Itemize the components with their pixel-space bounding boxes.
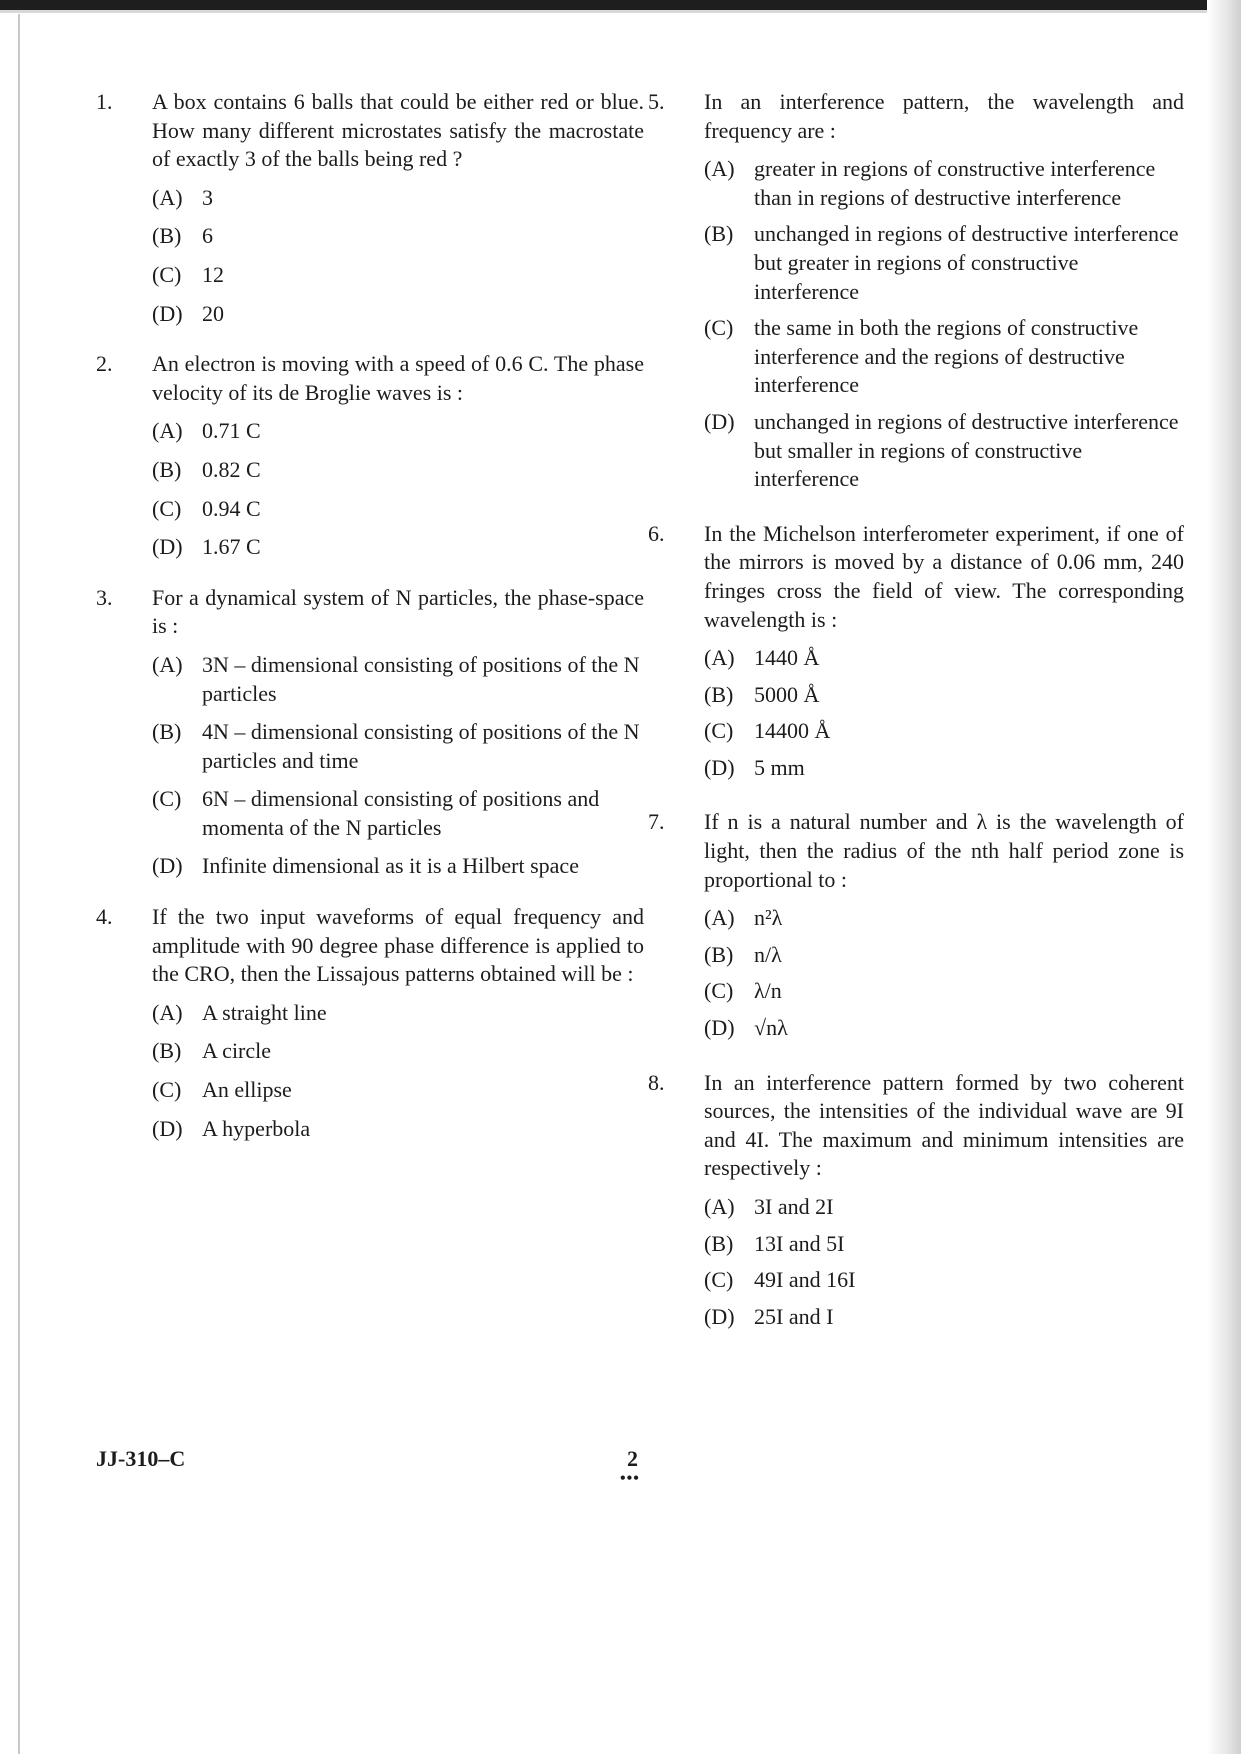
question-text: In an interference pattern, the wavelength and frequency are : [704, 89, 1184, 143]
option-text: 49I and 16I [754, 1267, 856, 1293]
option-label: (A) [152, 999, 183, 1025]
option-label: (D) [704, 1303, 735, 1329]
answer-options [704, 1193, 1184, 1331]
option-label: (A) [704, 645, 735, 671]
question-text: For a dynamical system of N particles, the phase-space is : [152, 584, 644, 639]
option-label: (B) [704, 681, 734, 707]
option-c [152, 261, 644, 290]
option-label: (A) [152, 651, 183, 677]
question-3 [96, 584, 644, 881]
option-c [152, 1076, 644, 1105]
option-d [704, 1014, 1184, 1043]
option-label: (D) [704, 1015, 735, 1041]
answer-options [152, 651, 644, 881]
option-text: A circle [202, 1038, 272, 1064]
option-a [704, 904, 1184, 933]
option-text: 0.94 C [202, 495, 261, 521]
option-text: λ/n [754, 978, 782, 1004]
question-8 [648, 1069, 1184, 1332]
option-label: (B) [152, 719, 182, 745]
option-d [152, 1115, 644, 1144]
option-label: (B) [704, 1230, 734, 1256]
option-text: 5000 Å [754, 681, 820, 707]
option-label: (D) [704, 754, 735, 780]
option-b [704, 220, 1184, 306]
option-a [152, 184, 644, 213]
option-label: (D) [152, 300, 183, 326]
question-number: 8. [648, 1069, 665, 1095]
option-text: 20 [202, 300, 224, 326]
option-text: 6 [202, 223, 213, 249]
option-b [152, 1037, 644, 1066]
question-6 [648, 520, 1184, 783]
option-text: A straight line [202, 999, 327, 1025]
question-text: A box contains 6 balls that could be either red or blue. How many different microstates satisfy the macrostate of exactly 3 of the balls being red ? [152, 89, 644, 172]
answer-options [152, 184, 644, 328]
option-b [704, 681, 1184, 710]
option-label: (C) [704, 1267, 734, 1293]
answer-options [704, 904, 1184, 1042]
option-label: (D) [152, 1115, 183, 1141]
option-text: the same in both the regions of constructive interference and the regions of destructive interference [754, 315, 1139, 398]
option-a [704, 1193, 1184, 1222]
option-text: 13I and 5I [754, 1230, 845, 1256]
option-c [704, 1266, 1184, 1295]
answer-options [704, 644, 1184, 782]
question-number: 4. [96, 904, 113, 930]
option-label: (A) [704, 156, 735, 182]
option-a [704, 155, 1184, 212]
option-a [704, 644, 1184, 673]
option-d [704, 1303, 1184, 1332]
option-label: (A) [704, 905, 735, 931]
question-2 [96, 350, 644, 562]
option-d [152, 533, 644, 562]
question-number: 5. [648, 89, 665, 114]
question-text: In an interference pattern formed by two coherent sources, the intensities of the individual wave are 9I and 4I. The maximum and minimum intensities are respectively : [704, 1069, 1184, 1181]
option-text: 1.67 C [202, 534, 261, 560]
option-text: unchanged in regions of destructive interference but smaller in regions of constructive interference [754, 408, 1179, 492]
left-page-edge [18, 14, 20, 1754]
option-d [704, 754, 1184, 783]
option-label: (B) [704, 221, 734, 247]
option-label: (C) [152, 495, 182, 521]
option-text: 12 [202, 261, 224, 287]
option-b [152, 718, 644, 775]
option-b [704, 941, 1184, 970]
right-column [648, 88, 1184, 1357]
option-label: (A) [704, 1194, 735, 1219]
option-label: (A) [152, 418, 183, 444]
option-text: 25I and I [754, 1303, 834, 1329]
option-a [152, 417, 644, 446]
option-label: (B) [704, 941, 734, 967]
option-label: (B) [152, 1038, 182, 1064]
question-number: 3. [96, 584, 113, 610]
top-border-rule [0, 0, 1241, 10]
option-text: √nλ [754, 1015, 788, 1041]
option-text: n/λ [754, 941, 782, 967]
continuation-dots: ••• [620, 1470, 640, 1487]
option-text: An ellipse [202, 1077, 292, 1103]
option-label: (D) [152, 853, 183, 879]
option-b [704, 1230, 1184, 1259]
option-text: 3N – dimensional consisting of positions of the N particles [202, 651, 640, 706]
option-label: (D) [704, 408, 735, 434]
option-text: unchanged in regions of destructive interference but greater in regions of constructive interference [754, 221, 1179, 304]
option-b [152, 456, 644, 485]
question-1 [96, 88, 644, 328]
left-column [96, 88, 644, 1165]
option-text: 3 [202, 184, 213, 210]
option-c [152, 785, 644, 842]
top-border-shadow [0, 10, 1241, 13]
option-d [152, 852, 644, 881]
option-c [704, 717, 1184, 746]
question-text: An electron is moving with a speed of 0.6 C. The phase velocity of its de Broglie waves is : [152, 351, 644, 405]
option-text: 3I and 2I [754, 1194, 834, 1219]
answer-options [704, 155, 1184, 494]
right-page-edge [1207, 0, 1241, 1754]
option-text: 1440 Å [754, 645, 820, 671]
question-text: If the two input waveforms of equal frequency and amplitude with 90 degree phase difference is applied to the CRO, then the Lissajous patterns obtained will be : [152, 904, 644, 987]
option-label: (C) [152, 1077, 182, 1103]
option-text: n²λ [754, 905, 783, 931]
question-number: 6. [648, 520, 665, 546]
option-text: 14400 Å [754, 718, 831, 744]
option-text: 4N – dimensional consisting of positions of the N particles and time [202, 719, 640, 773]
page-number: 2 [627, 1446, 638, 1471]
option-b [152, 222, 644, 251]
option-text: 6N – dimensional consisting of positions and momenta of the N particles [202, 786, 600, 840]
option-label: (C) [152, 261, 182, 287]
question-5 [648, 88, 1184, 494]
option-a [152, 651, 644, 708]
option-d [704, 408, 1184, 494]
option-label: (A) [152, 184, 183, 210]
option-label: (D) [152, 534, 183, 560]
option-label: (C) [704, 718, 734, 744]
question-number: 1. [96, 89, 113, 114]
option-text: 0.71 C [202, 418, 261, 444]
question-number: 7. [648, 809, 665, 835]
question-4 [96, 903, 644, 1143]
option-text: Infinite dimensional as it is a Hilbert space [202, 853, 579, 879]
option-text: 5 mm [754, 754, 805, 780]
option-c [704, 314, 1184, 400]
option-c [704, 977, 1184, 1006]
option-label: (C) [704, 315, 734, 341]
option-text: 0.82 C [202, 456, 261, 482]
paper-code: JJ-310–C [96, 1446, 186, 1471]
option-label: (C) [704, 978, 734, 1004]
question-7 [648, 808, 1184, 1042]
option-label: (C) [152, 786, 182, 812]
answer-options [152, 417, 644, 561]
option-a [152, 999, 644, 1028]
option-d [152, 300, 644, 329]
option-text: greater in regions of constructive interference than in regions of destructive interference [754, 156, 1156, 210]
question-text: If n is a natural number and λ is the wavelength of light, then the radius of the nth half period zone is proportional to : [704, 809, 1184, 892]
answer-options [152, 999, 644, 1143]
question-text: In the Michelson interferometer experiment, if one of the mirrors is moved by a distance of 0.06 mm, 240 fringes cross the field of view. The corresponding wavelength is : [704, 520, 1184, 632]
option-label: (B) [152, 223, 182, 249]
option-label: (B) [152, 456, 182, 482]
option-text: A hyperbola [202, 1115, 311, 1141]
option-c [152, 495, 644, 524]
question-number: 2. [96, 351, 113, 377]
